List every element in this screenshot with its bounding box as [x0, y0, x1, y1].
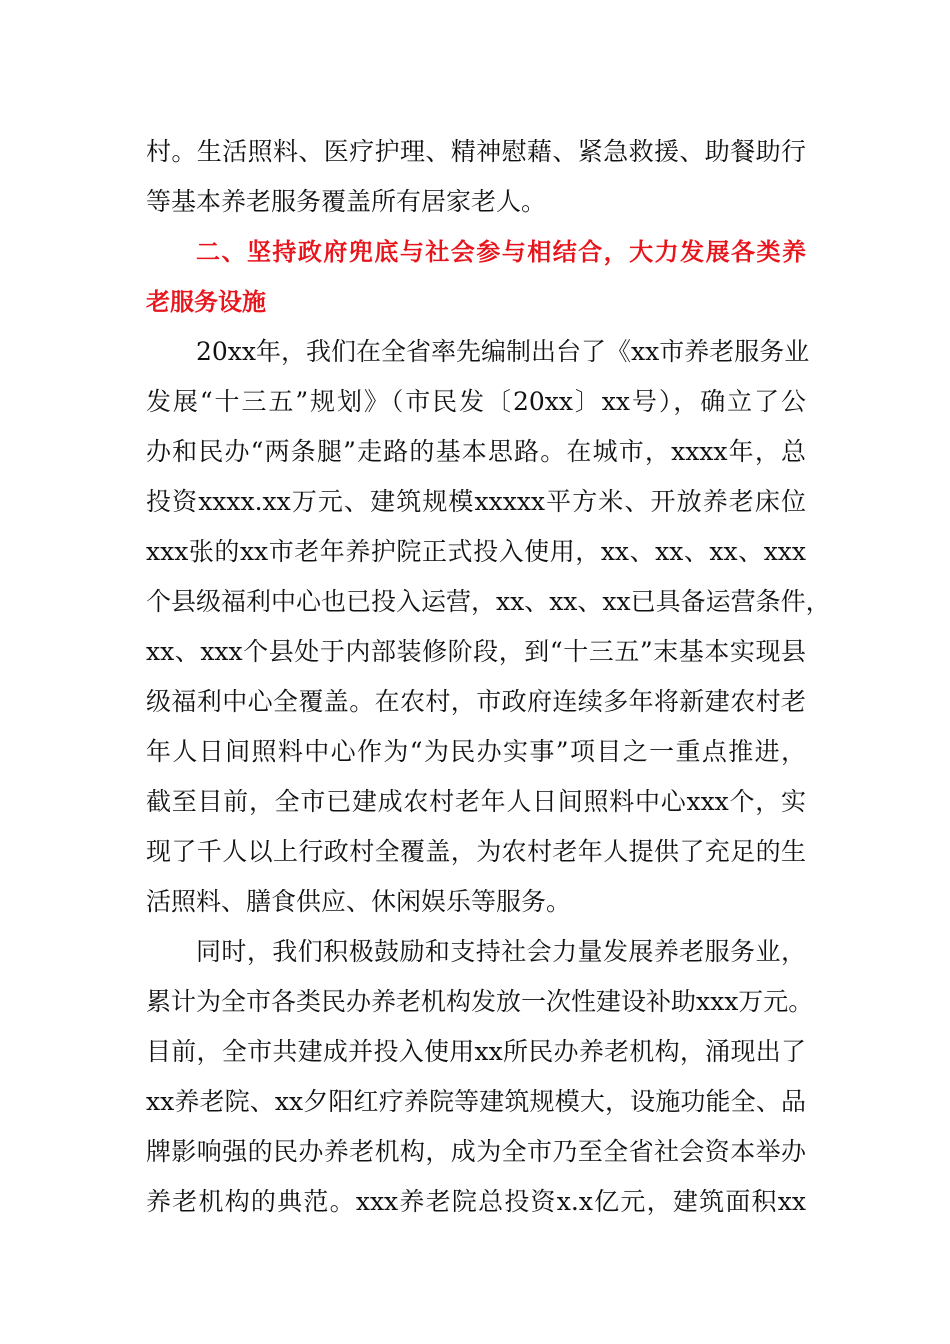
text-line: 目前，全市共建成并投入使用xx所民办养老机构，涌现出了: [146, 1037, 806, 1066]
text-line: 等基本养老服务覆盖所有居家老人。: [146, 187, 547, 216]
text-line: 投资xxxx.xx万元、建筑规模xxxxx平方米、开放养老床位: [146, 487, 806, 516]
text-line: 发展“十三五”规划》（市民发〔20xx〕xx号），确立了公: [146, 387, 806, 416]
section-heading: 老服务设施: [146, 288, 266, 316]
text-line: 现了千人以上行政村全覆盖，为农村老年人提供了充足的生: [146, 837, 806, 866]
text-line: xx养老院、xx夕阳红疗养院等建筑规模大，设施功能全、品: [146, 1087, 806, 1116]
text-line: 牌影响强的民办养老机构，成为全市乃至全省社会资本举办: [146, 1137, 806, 1166]
text-line: 年人日间照料中心作为“为民办实事”项目之一重点推进，: [146, 737, 806, 766]
text-line: 20xx年，我们在全省率先编制出台了《xx市养老服务业: [196, 337, 810, 366]
text-line: 村。生活照料、医疗护理、精神慰藉、紧急救援、助餐助行: [146, 137, 806, 166]
text-line: 累计为全市各类民办养老机构发放一次性建设补助xxx万元。: [146, 987, 814, 1016]
text-line: 办和民办“两条腿”走路的基本思路。在城市，xxxx年，总: [146, 437, 806, 466]
text-line: 同时，我们积极鼓励和支持社会力量发展养老服务业，: [196, 937, 806, 966]
text-line: xx、xxx个县处于内部装修阶段，到“十三五”末基本实现县: [146, 637, 806, 666]
text-line: xxx张的xx市老年养护院正式投入使用，xx、xx、xx、xxx: [146, 537, 806, 566]
text-line: 级福利中心全覆盖。在农村，市政府连续多年将新建农村老: [146, 687, 806, 716]
text-line: 养老机构的典范。xxx养老院总投资x.x亿元，建筑面积xx: [146, 1187, 806, 1216]
text-line: 截至目前，全市已建成农村老年人日间照料中心xxx个，实: [146, 787, 806, 816]
text-line: 活照料、膳食供应、休闲娱乐等服务。: [146, 887, 572, 916]
text-line: 个县级福利中心也已投入运营，xx、xx、xx已具备运营条件，: [146, 587, 831, 616]
section-heading: 二、坚持政府兜底与社会参与相结合，大力发展各类养: [196, 238, 806, 266]
